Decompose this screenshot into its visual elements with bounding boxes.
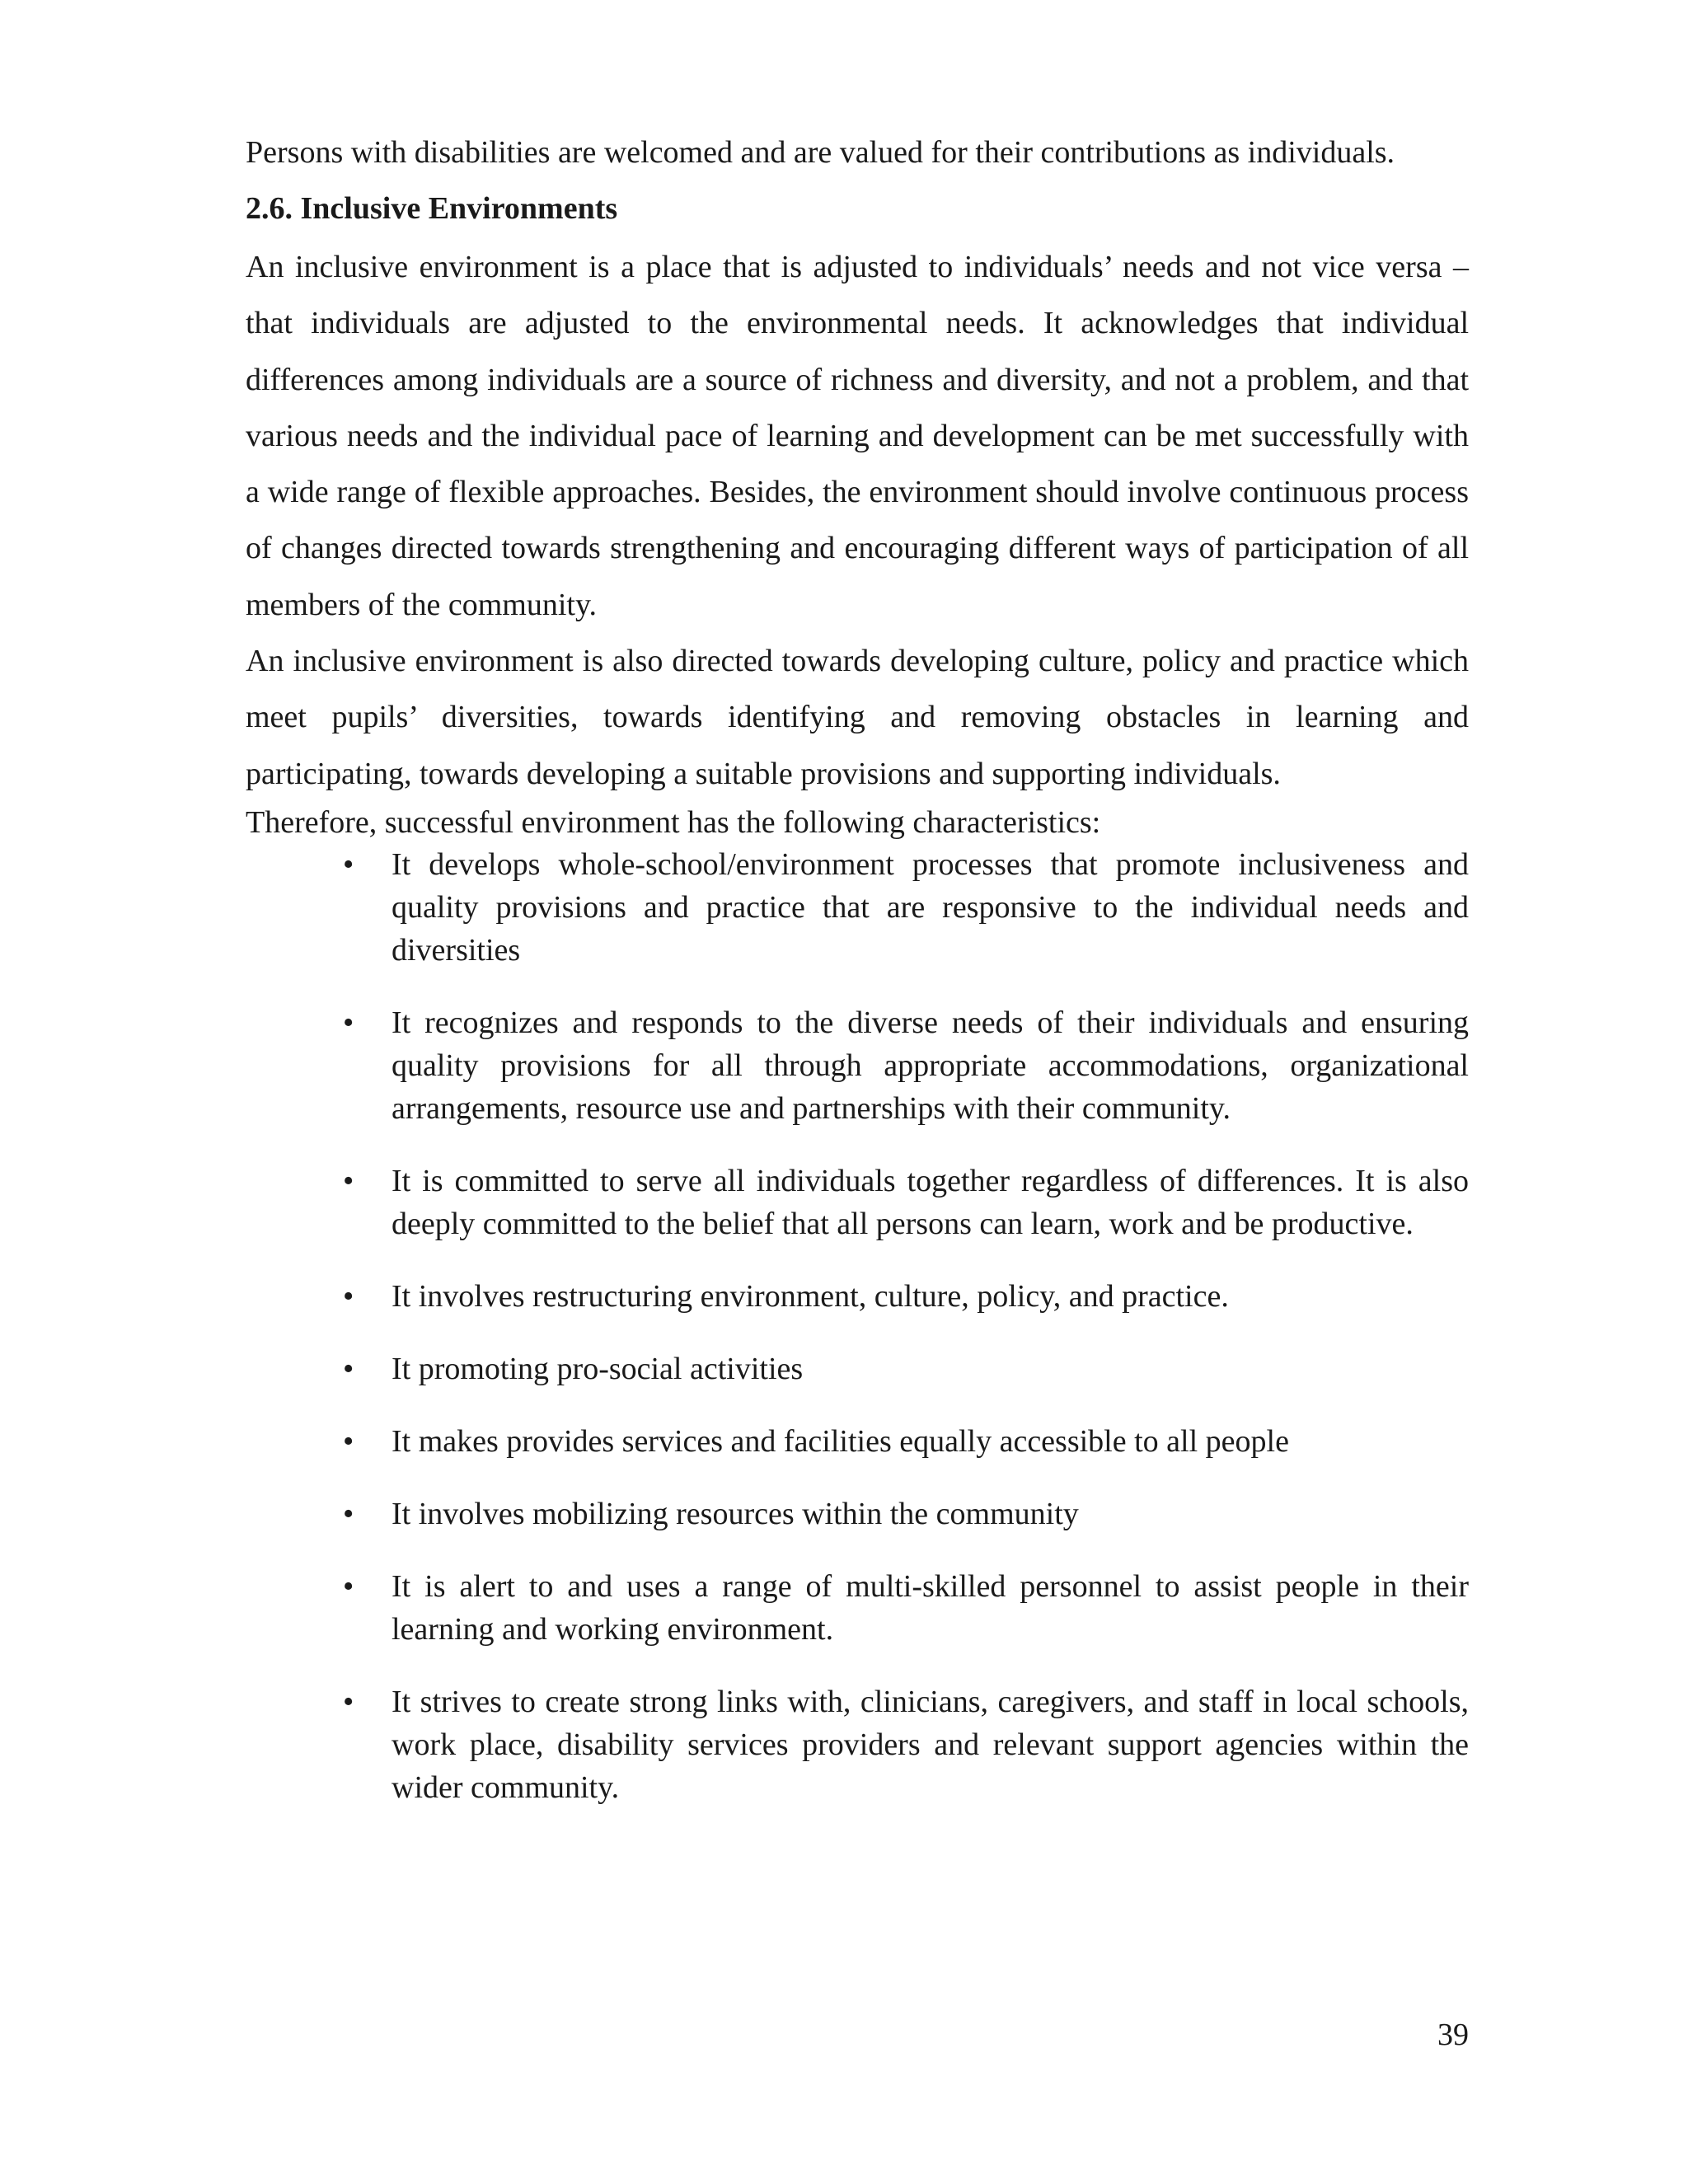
list-item	[246, 843, 1469, 972]
intro-sentence: Persons with disabilities are welcomed and are valued for their contributions as individuals.	[246, 135, 1395, 170]
list-item	[246, 1347, 1469, 1390]
bullet-icon: •	[343, 1005, 354, 1040]
list-item-text: It makes provides services and facilities equally accessible to all people	[392, 1423, 1289, 1459]
paragraph-definition: An inclusive environment is a place that is adjusted to individuals’ needs and not vice versa – that individuals are adjusted to the environmental needs. It acknowledges that individual differences among individuals are a source of richness and diversity, and not a problem, and that various needs and the individual pace of learning and development can be met successfully with a wide range of flexible approaches. Besides, the environment should involve continuous process of changes directed towards strengthening and encouraging different ways of participation of all members of the community.	[246, 250, 1469, 622]
section-heading: 2.6. Inclusive Environments	[246, 191, 618, 226]
list-item	[246, 1001, 1469, 1130]
bullet-icon: •	[343, 1423, 354, 1459]
bullet-icon: •	[343, 1278, 354, 1314]
paragraph-direction: An inclusive environment is also directed towards developing culture, policy and practice which meet pupils’ diversities, towards identifying and removing obstacles in learning and participating, towards developing a suitable provisions and supporting individuals.	[246, 644, 1469, 791]
document-page	[246, 132, 1469, 1839]
list-item	[246, 1680, 1469, 1809]
list-item-text: It involves mobilizing resources within the community	[392, 1496, 1079, 1531]
list-item	[246, 1275, 1469, 1318]
page-number: 39	[1437, 2018, 1469, 2052]
list-item	[246, 1493, 1469, 1535]
list-item-text: It develops whole-school/environment processes that promote inclusiveness and quality provisions and practice that are responsive to the individual needs and diversities	[392, 846, 1469, 968]
list-item-text: It is alert to and uses a range of multi-skilled personnel to assist people in their learning and working environment.	[392, 1568, 1469, 1647]
bullet-icon: •	[343, 1684, 354, 1719]
characteristics-lead-in: Therefore, successful environment has the following characteristics:	[246, 804, 1101, 840]
bullet-icon: •	[343, 1568, 354, 1604]
bullet-icon: •	[343, 846, 354, 882]
list-item-text: It promoting pro-social activities	[392, 1351, 804, 1386]
list-item-text: It is committed to serve all individuals together regardless of differences. It is also deeply committed to the belief that all persons can learn, work and be productive.	[392, 1163, 1469, 1241]
bullet-icon: •	[343, 1496, 354, 1531]
list-item	[246, 1565, 1469, 1651]
list-item-text: It involves restructuring environment, culture, policy, and practice.	[392, 1278, 1229, 1314]
bullet-icon: •	[343, 1163, 354, 1198]
list-item-text: It recognizes and responds to the diverse needs of their individuals and ensuring quality provisions for all through appropriate accommodations, organizational arrangements, resource use and partnerships with their community.	[392, 1005, 1469, 1126]
list-item-text: It strives to create strong links with, clinicians, caregivers, and staff in local schools, work place, disability services providers and relevant support agencies within the wider community.	[392, 1684, 1469, 1805]
list-item	[246, 1420, 1469, 1463]
characteristics-list	[246, 843, 1469, 1809]
bullet-icon: •	[343, 1351, 354, 1386]
list-item	[246, 1160, 1469, 1245]
